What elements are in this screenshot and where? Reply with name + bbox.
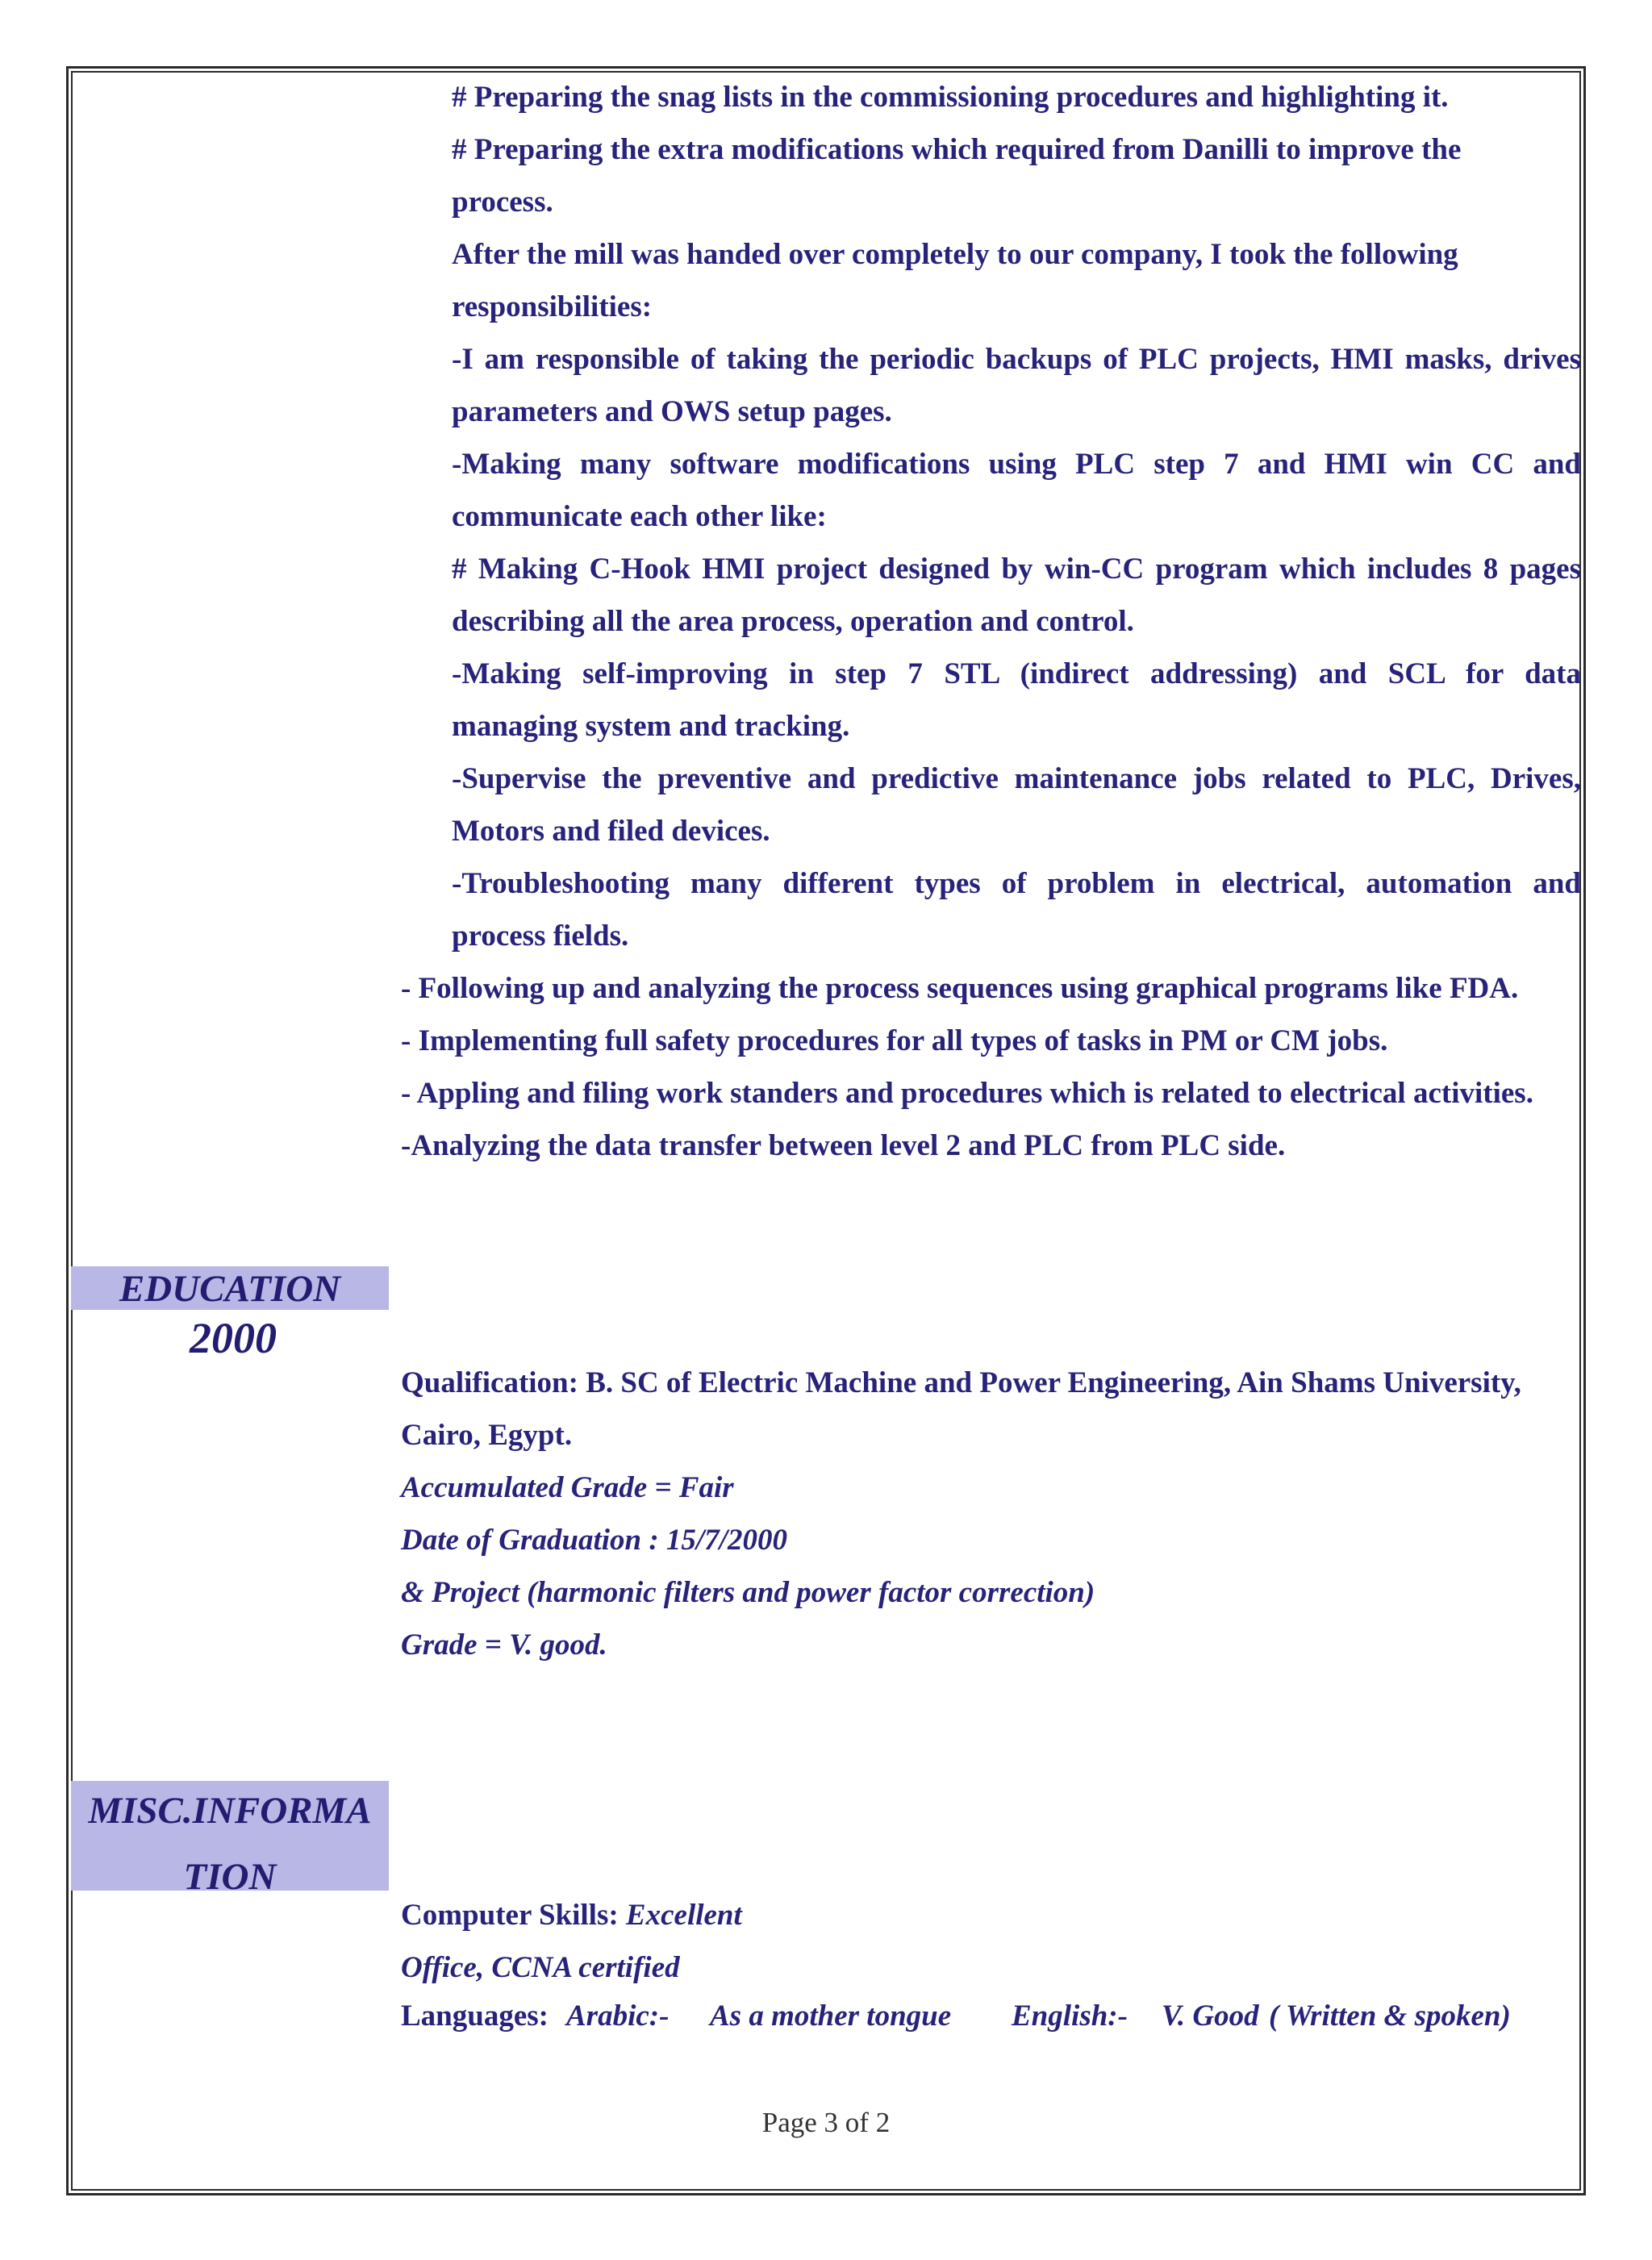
misc-heading-line: TION <box>183 1856 277 1898</box>
project-line: & Project (harmonic filters and power factor correction) <box>401 1576 1095 1609</box>
qualification-line: Qualification: B. SC of Electric Machine and Power Engineering, Ain Shams University, <box>401 1366 1521 1399</box>
misc-heading <box>71 1781 389 1898</box>
body-line: process. <box>452 186 553 219</box>
languages-label: Languages: <box>401 1999 549 2033</box>
body-line: - Following up and analyzing the process sequences using graphical programs like FDA. <box>401 972 1519 1005</box>
body-line: -Making many software modifications using PLC step 7 and HMI win CC and <box>452 448 1581 481</box>
graduation-date: Date of Graduation : 15/7/2000 <box>401 1524 787 1557</box>
qualification-line: Cairo, Egypt. <box>401 1419 573 1452</box>
body-line: After the mill was handed over completely to our company, I took the following <box>452 238 1458 271</box>
body-line: -Analyzing the data transfer between level 2 and PLC from PLC side. <box>401 1129 1286 1162</box>
body-line: -Making self-improving in step 7 STL (indirect addressing) and SCL for data <box>452 657 1581 690</box>
body-line: -Troubleshooting many different types of problem in electrical, automation and <box>452 867 1581 900</box>
body-line: describing all the area process, operation and control. <box>452 605 1134 638</box>
body-line: # Preparing the extra modifications which required from Danilli to improve the <box>452 133 1462 166</box>
computer-skills <box>401 1897 1579 1934</box>
education-year: 2000 <box>190 1314 277 1362</box>
body-line: process fields. <box>452 919 629 953</box>
english-label: English:- <box>1012 1999 1128 2033</box>
body-line: - Appling and filing work standers and procedures which is related to electrical activities. <box>401 1077 1533 1110</box>
arabic-value: As a mother tongue <box>710 1999 952 2033</box>
arabic-label: Arabic:- <box>566 1999 670 2033</box>
body-line: managing system and tracking. <box>452 710 850 743</box>
computer-skills-value: Excellent <box>625 1899 742 1932</box>
body-line: communicate each other like: <box>452 500 827 533</box>
body-line: parameters and OWS setup pages. <box>452 395 892 428</box>
body-line: responsibilities: <box>452 290 653 323</box>
body-line: -I am responsible of taking the periodic backups of PLC projects, HMI masks, drives <box>452 343 1581 376</box>
page-number: Page 3 of 2 <box>761 2107 891 2138</box>
grade-line: Accumulated Grade = Fair <box>401 1471 734 1504</box>
english-value: V. Good <box>1162 1999 1259 2033</box>
certifications: Office, CCNA certified <box>401 1951 680 1984</box>
body-line: # Preparing the snag lists in the commissioning procedures and highlighting it. <box>452 81 1449 114</box>
english-note: ( Written & spoken) <box>1269 1999 1511 2033</box>
body-line: - Implementing full safety procedures for all types of tasks in PM or CM jobs. <box>401 1024 1388 1057</box>
body-line: # Making C-Hook HMI project designed by win-CC program which includes 8 pages <box>452 552 1581 586</box>
body-line: -Supervise the preventive and predictive maintenance jobs related to PLC, Drives, <box>452 762 1581 795</box>
misc-heading-line: MISC.INFORMA <box>88 1790 372 1832</box>
body-line: Motors and filed devices. <box>452 815 770 848</box>
project-grade: Grade = V. good. <box>401 1628 607 1662</box>
computer-skills-label: Computer Skills: <box>401 1899 626 1932</box>
education-heading: EDUCATION <box>71 1266 389 1310</box>
